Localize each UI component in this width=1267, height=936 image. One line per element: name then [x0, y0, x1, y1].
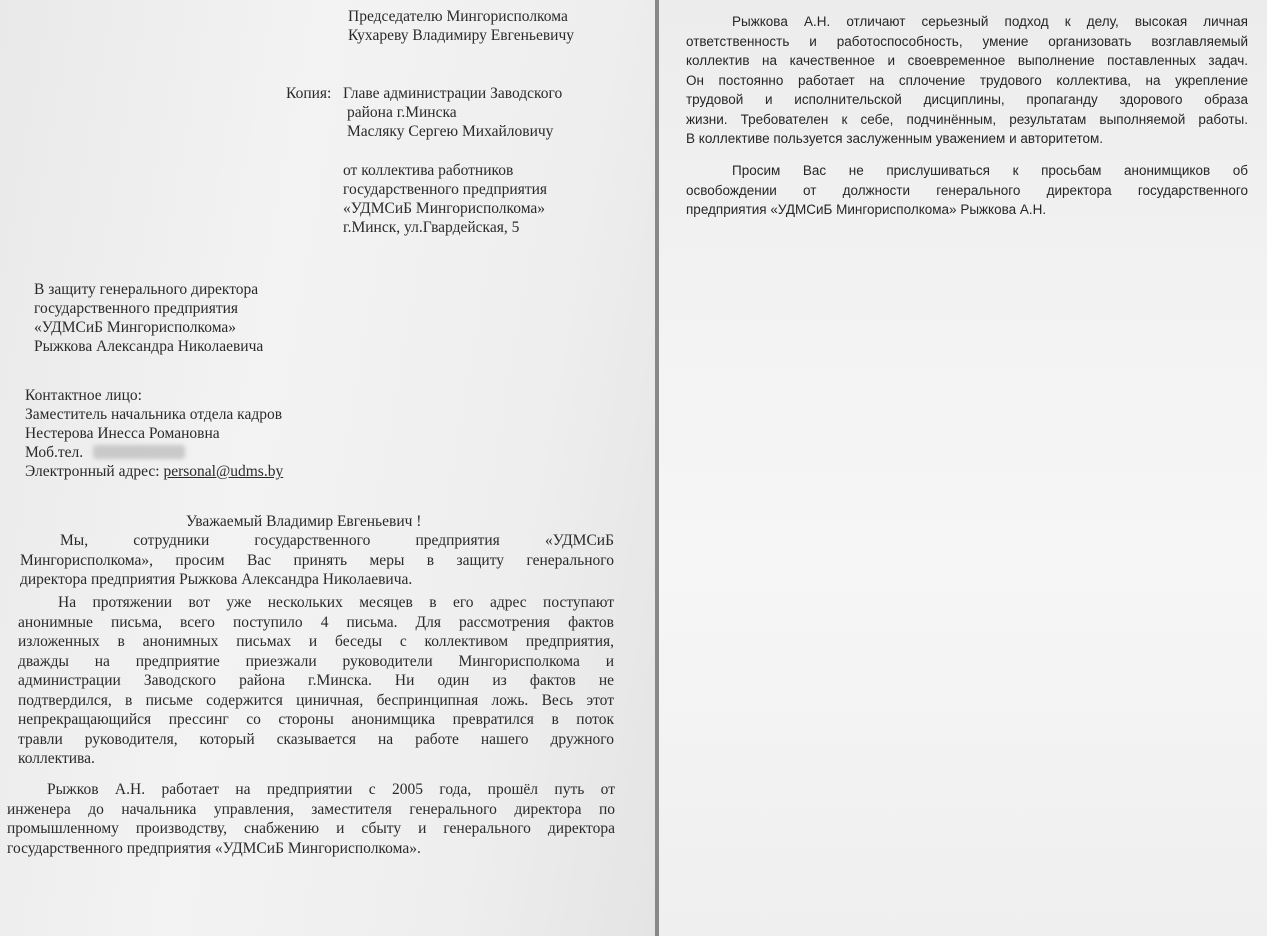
email-link[interactable]: personal@udms.by [163, 463, 284, 480]
text-line: Просим Вас не прислушиваться к просьбам анонимщиков об [732, 163, 1248, 178]
sender-line: «УДМСиБ Мингорисполкома» [343, 200, 546, 217]
text-line: дважды на предприятие приезжали руководители Мингорисполкома и [18, 652, 614, 670]
text-line: Мы, сотрудники государственного предприятия «УДМСиБ [60, 532, 614, 549]
redacted-phone [93, 445, 185, 459]
text-line: ответственность и работоспособность, умение организовать возглавляемый [686, 33, 1248, 49]
text-line: инженера до начальника управления, заместителя генерального директора по [7, 800, 615, 818]
text-line: На протяжении вот уже нескольких месяцев в его адрес поступают [58, 594, 614, 611]
text-line: директора предприятия Рыжкова Александра Николаевича. [20, 571, 413, 588]
text-line: изложенных в анонимных письмах и беседы с коллективом предприятия, [18, 633, 614, 650]
text-line: Рыжков А.Н. работает на предприятии с 2005 года, прошёл путь от [47, 781, 615, 798]
text-line: администрации Заводского района г.Минска. Ни один из фактов не [18, 672, 614, 689]
contact-position: Заместитель начальника отдела кадров [25, 406, 283, 423]
text-line: коллектива. [18, 750, 95, 767]
text-line: В коллективе пользуется заслуженным уважением и авторитетом. [686, 131, 1104, 146]
sender-line: государственного предприятия [343, 181, 548, 198]
text-line: трудовой и исполнительской дисциплины, пропаганду здорового образа [686, 92, 1248, 107]
contact-label: Контактное лицо: [25, 387, 142, 404]
text-line: предприятия «УДМСиБ Мингорисполкома» Рыжкова А.Н. [686, 202, 1047, 217]
text-line: непрекращающийся прессинг со стороны анонимщика превратился в поток [18, 711, 614, 728]
text-line: государственного предприятия «УДМСиБ Мингорисполкома». [7, 839, 421, 857]
page2-paragraph-2 [686, 161, 1248, 220]
contact-email-row [25, 462, 283, 481]
contact-name: Нестерова Инесса Романовна [25, 425, 220, 442]
page2-paragraph-1 [686, 12, 1248, 149]
text-line: освобождении от должности генерального директора государственного [686, 182, 1248, 198]
subject-block [34, 280, 263, 356]
sender-line: г.Минск, ул.Гвардейская, 5 [343, 219, 520, 236]
text-line: жизни. Требователен к себе, подчинённым, результатам выполняемой работы. [686, 111, 1248, 127]
addressee-line: Председателю Мингорисполкома [348, 8, 568, 25]
subject-line: «УДМСиБ Мингорисполкома» [34, 319, 237, 336]
text-line: коллектив на качественное и своевременное выполнение поставленных задач. [686, 53, 1248, 68]
sender-line: от коллектива работников [343, 162, 514, 179]
email-label: Электронный адрес: [25, 463, 160, 480]
contact-block [25, 386, 283, 481]
salutation: Уважаемый Владимир Евгеньевич ! [186, 513, 422, 530]
text-line: травли руководителя, который сказывается на работе нашего дружного [18, 730, 614, 748]
text-line: подтвердился, в письме содержится циничная, беспринципная ложь. Весь этот [18, 691, 614, 709]
text-line: Он постоянно работает на сплочение трудового коллектива, на укрепление [686, 72, 1248, 88]
subject-line: Рыжкова Александра Николаевича [34, 338, 264, 355]
body-paragraph-1 [20, 531, 614, 590]
body-paragraph-3 [7, 780, 615, 858]
subject-line: В защиту генерального директора [34, 281, 259, 298]
sender-block [343, 161, 547, 237]
copy-label: Копия: [286, 85, 332, 102]
text-line: анонимные письма, всего поступило 4 письма. Для рассмотрения фактов [18, 613, 614, 631]
copy-line: Главе администрации Заводского [343, 85, 563, 102]
phone-label: Моб.тел. [25, 444, 84, 461]
subject-line: государственного предприятия [34, 300, 239, 317]
text-line: Рыжкова А.Н. отличают серьезный подход к делу, высокая личная [732, 14, 1248, 29]
body-paragraph-2 [18, 593, 614, 769]
copy-recipient-block [343, 84, 562, 141]
addressee-block [348, 7, 574, 45]
addressee-line: Кухареву Владимиру Евгеньевичу [348, 27, 575, 44]
contact-phone-row [25, 443, 283, 462]
text-line: Мингорисполкома», просим Вас принять меры в защиту генерального [20, 551, 614, 569]
copy-line: Масляку Сергею Михайловичу [347, 123, 554, 140]
copy-line: района г.Минска [347, 104, 457, 121]
text-line: промышленному производству, снабжению и сбыту и генерального директора [7, 820, 615, 837]
